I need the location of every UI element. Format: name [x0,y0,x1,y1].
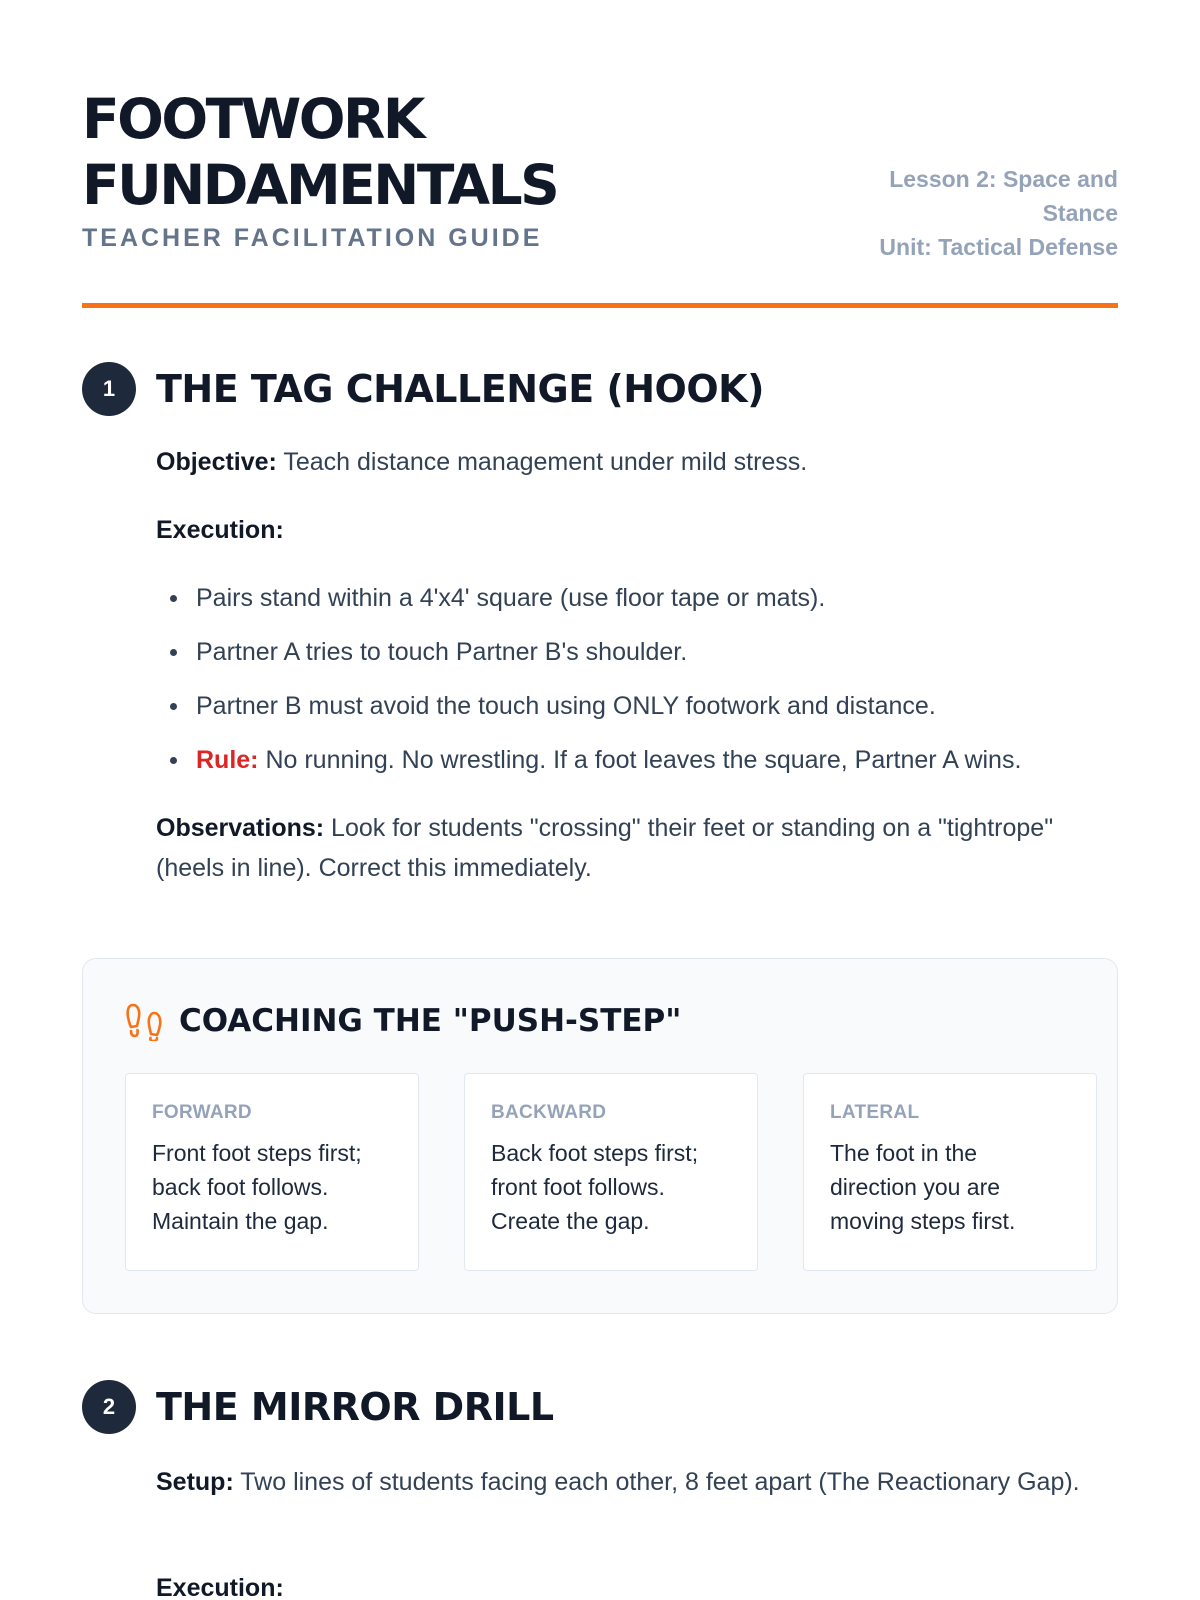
section-2-number-badge: 2 [82,1380,136,1434]
coaching-panel [82,958,1118,1314]
section-1-number-badge: 1 [82,362,136,416]
coaching-heading [125,1001,681,1041]
observations-label: Observations: [156,814,325,842]
list-item: Pairs stand within a 4'x4' square (use floor tape or mats). [156,578,1118,632]
execution-list [156,578,1118,794]
card-label: FORWARD [152,1102,252,1123]
observations-text: Look for students "crossing" their feet or standing on a "tightrope" (heels in line). Correct this immediately. [156,814,1054,882]
page-subtitle: TEACHER FACILITATION GUIDE [82,224,543,252]
list-item: Partner A tries to touch Partner B's shoulder. [156,632,1118,686]
coaching-card-backward [464,1073,758,1271]
setup-text: Two lines of students facing each other, 8 feet apart (The Reactionary Gap). [233,1468,1080,1496]
section-1-heading [82,362,764,416]
setup-paragraph [156,1462,1118,1502]
section-2-execution-label: Execution: [156,1574,284,1600]
objective-text: Teach distance management under mild stress. [276,448,808,476]
coaching-card-forward [125,1073,419,1271]
objective-label: Objective: [156,448,277,476]
section-2-execution-heading [156,1568,1118,1600]
observations-paragraph [156,808,1118,888]
card-label: BACKWARD [491,1102,607,1123]
execution-heading [156,510,1118,550]
rule-label: Rule: [196,746,259,774]
lesson-meta [858,162,1118,264]
section-2-heading [82,1380,554,1434]
list-item-rule [156,740,1118,794]
execution-label: Execution: [156,516,284,544]
card-text: Front foot steps first; back foot follows. Maintain the gap. [152,1140,362,1234]
section-1-title: THE TAG CHALLENGE (HOOK) [156,367,764,411]
card-text: Back foot steps first; front foot follows. Create the gap. [491,1140,699,1234]
lesson-line-2: Stance [1042,200,1118,226]
title-line-1: FOOTWORK [82,87,423,151]
rule-text: No running. No wrestling. If a foot leaves the square, Partner A wins. [258,746,1022,774]
card-label: LATERAL [830,1102,920,1123]
footprints-icon [125,1001,163,1041]
card-text: The foot in the direction you are moving steps first. [830,1140,1016,1234]
list-item: Partner B must avoid the touch using ONLY footwork and distance. [156,686,1118,740]
title-line-2: FUNDAMENTALS [82,153,558,217]
coaching-card-lateral [803,1073,1097,1271]
lesson-line-1: Lesson 2: Space and [889,166,1118,192]
document-header [82,86,1118,308]
header-divider [82,303,1118,308]
coaching-title: COACHING THE "PUSH-STEP" [179,1003,682,1039]
setup-label: Setup: [156,1468,234,1496]
objective-paragraph [156,442,1118,482]
section-2-title: THE MIRROR DRILL [156,1385,554,1429]
unit-line: Unit: Tactical Defense [879,234,1118,260]
